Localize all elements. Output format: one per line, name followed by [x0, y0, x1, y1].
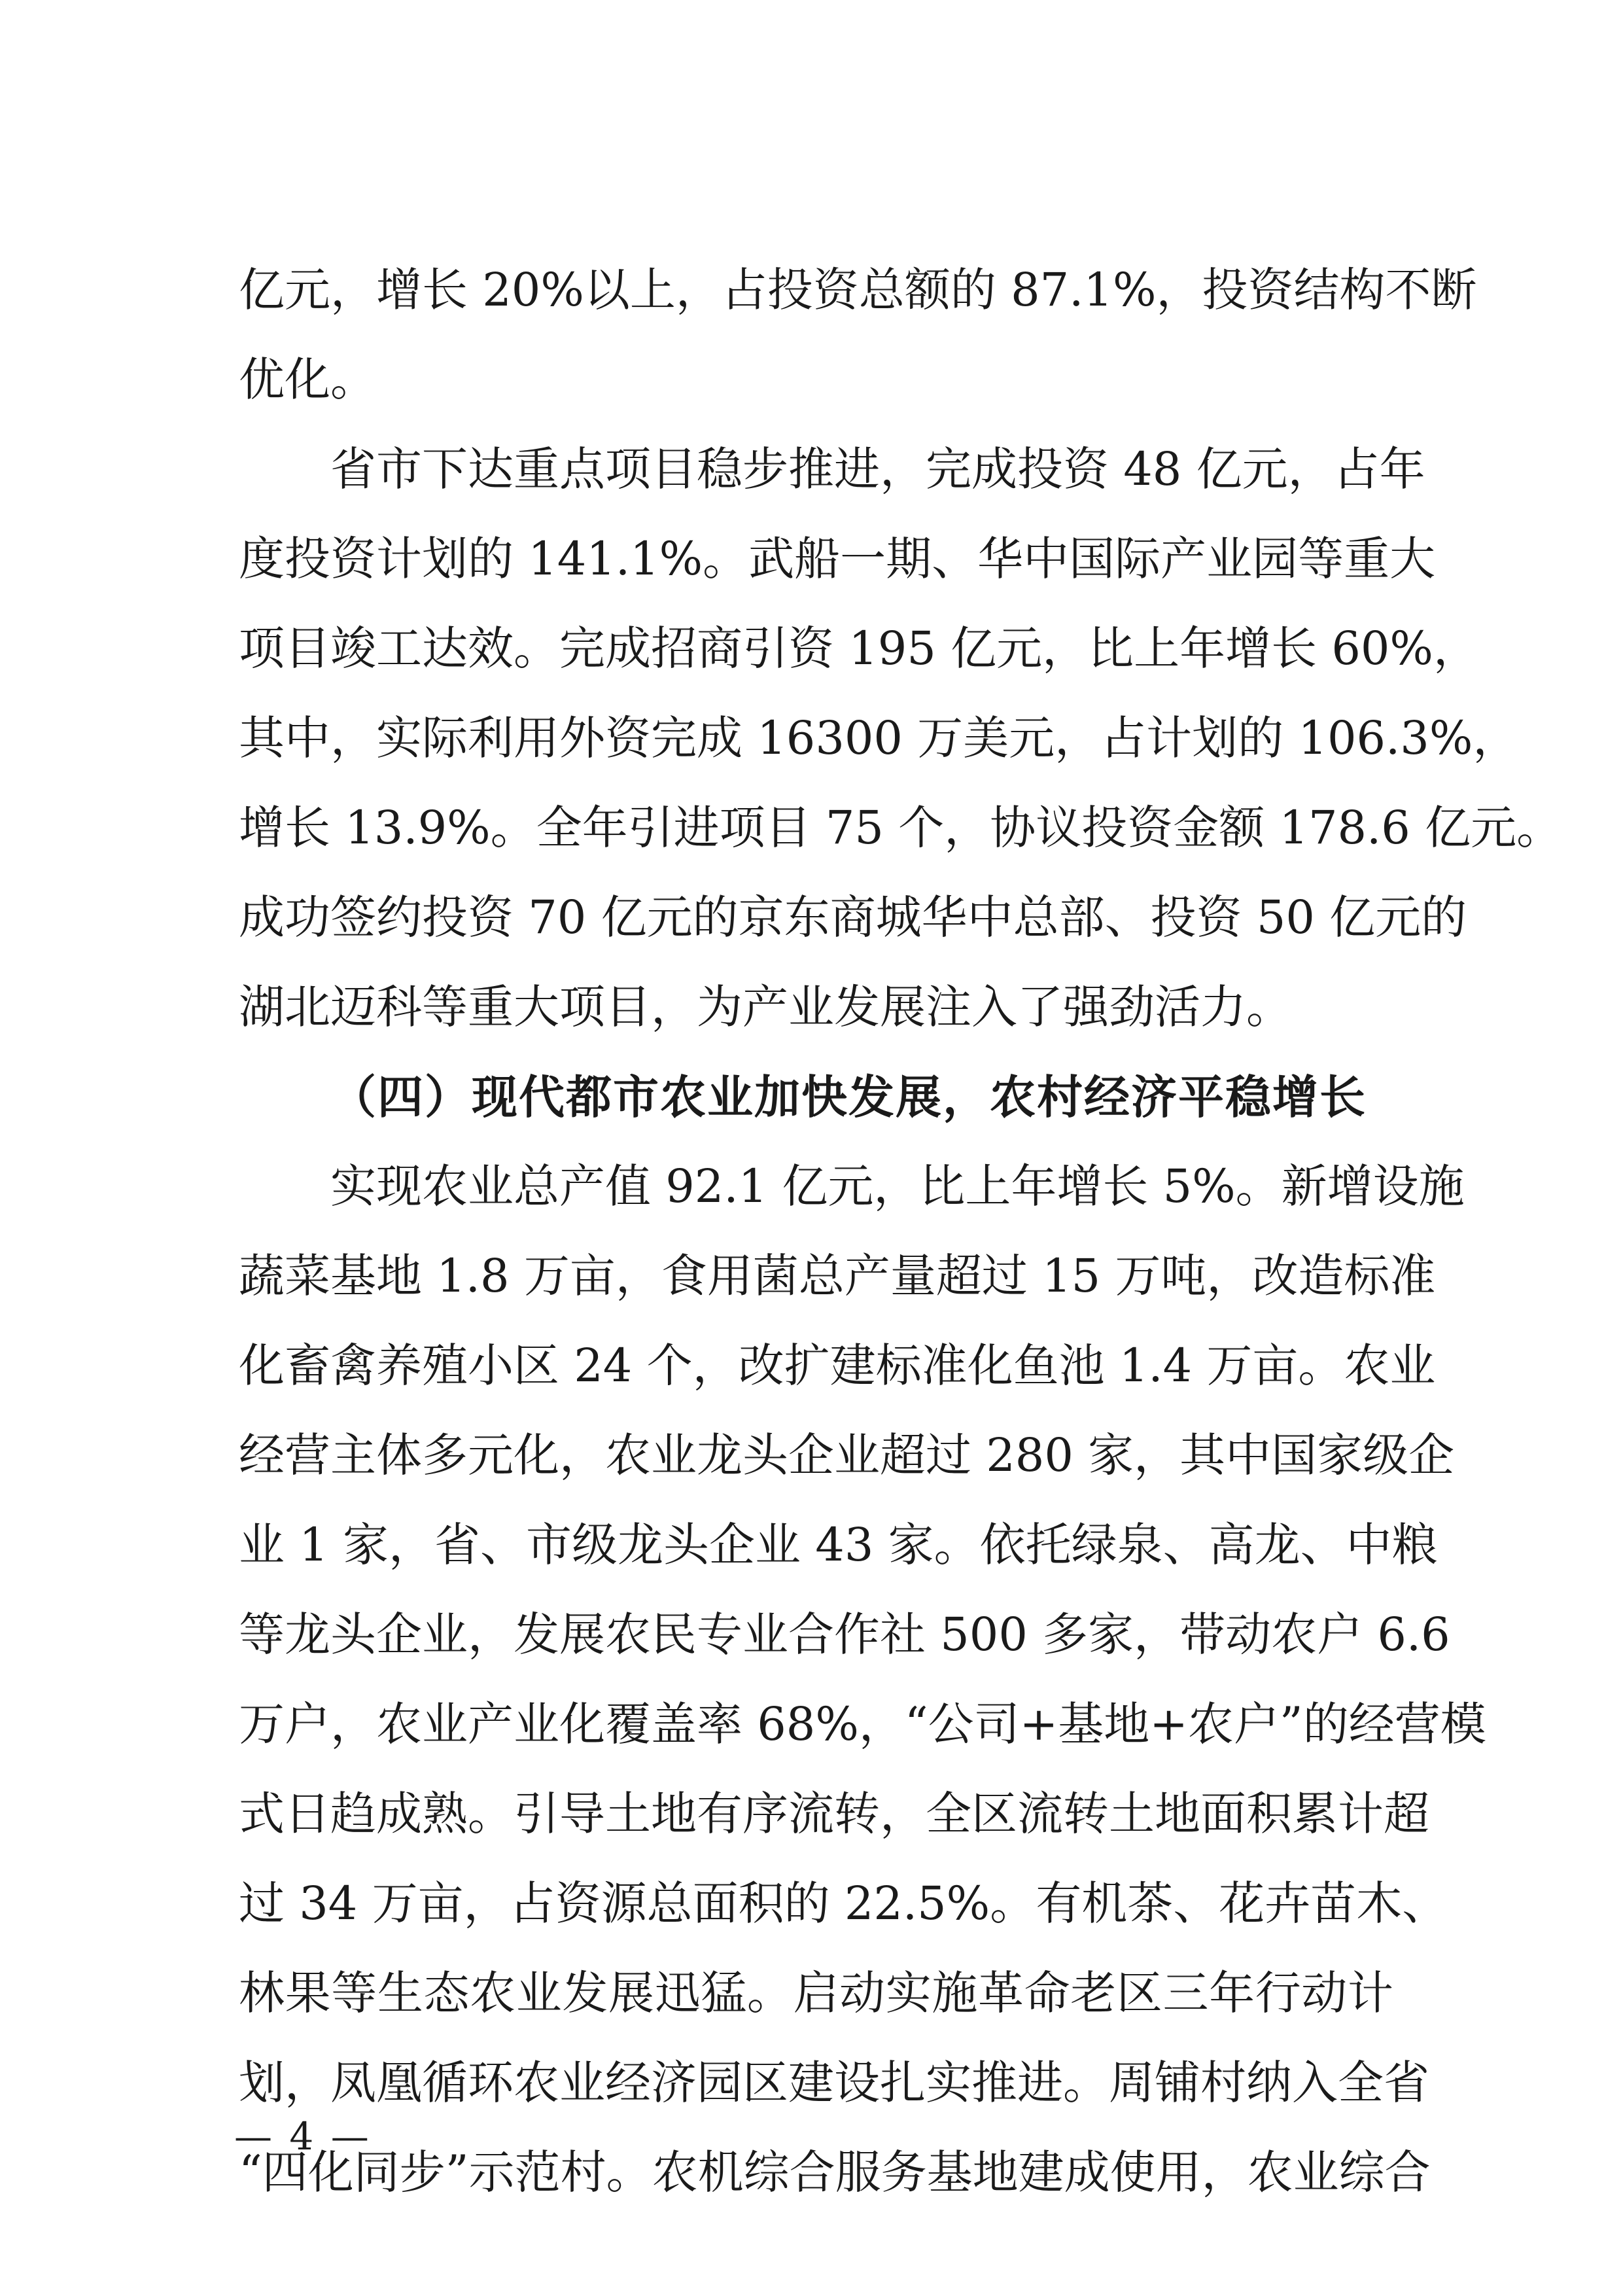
paragraph-2-line-4: 其中，实际利用外资完成 16300 万美元，占计划的 106.3%，	[239, 711, 1519, 765]
paragraph-3-line-12: “四化同步”示范村。农机综合服务基地建成使用，农业综合	[239, 2146, 1431, 2199]
paragraph-3-line-10: 林果等生态农业发展迅猛。启动实施革命老区三年行动计	[239, 1966, 1393, 2020]
paragraph-2-line-2: 度投资计划的 141.1%。武船一期、华中国际产业园等重大	[239, 532, 1436, 586]
paragraph-2-line-6: 成功签约投资 70 亿元的京东商城华中总部、投资 50 亿元的	[239, 891, 1467, 944]
paragraph-2-line-7: 湖北迈科等重大项目，为产业发展注入了强劲活力。	[239, 980, 1292, 1034]
paragraph-3-line-8: 式日趋成熟。引导土地有序流转，全区流转土地面积累计超	[239, 1787, 1429, 1841]
paragraph-3-line-7: 万户，农业产业化覆盖率 68%，“公司+基地+农户”的经营模	[239, 1697, 1486, 1751]
paragraph-3-line-9: 过 34 万亩，占资源总面积的 22.5%。有机茶、花卉苗木、	[239, 1877, 1448, 1930]
paragraph-3-line-11: 划，凤凰循环农业经济园区建设扎实推进。周铺村纳入全省	[239, 2056, 1429, 2110]
page-number: — 4 —	[234, 2114, 372, 2159]
paragraph-3-line-2: 蔬菜基地 1.8 万亩，食用菌总产量超过 15 万吨，改造标准	[239, 1249, 1436, 1303]
paragraph-1-line-1: 亿元，增长 20%以上，占投资总额的 87.1%，投资结构不断	[239, 263, 1477, 317]
section-heading: （四）现代都市农业加快发展，农村经济平稳增长	[330, 1070, 1367, 1124]
paragraph-3-line-5: 业 1 家，省、市级龙头企业 43 家。依托绿泉、高龙、中粮	[239, 1518, 1438, 1572]
paragraph-2-line-1: 省市下达重点项目稳步推进，完成投资 48 亿元，占年	[330, 442, 1425, 496]
paragraph-1-line-2: 优化。	[239, 353, 376, 406]
paragraph-3-line-4: 经营主体多元化，农业龙头企业超过 280 家，其中国家级企	[239, 1428, 1455, 1482]
body-text	[239, 245, 1563, 2217]
paragraph-3-line-1: 实现农业总产值 92.1 亿元，比上年增长 5%。新增设施	[330, 1159, 1465, 1213]
paragraph-2-line-5: 增长 13.9%。全年引进项目 75 个，协议投资金额 178.6 亿元。	[239, 801, 1563, 855]
paragraph-3-line-6: 等龙头企业，发展农民专业合作社 500 多家，带动农户 6.6	[239, 1608, 1450, 1661]
paragraph-2-line-3: 项目竣工达效。完成招商引资 195 亿元，比上年增长 60%，	[239, 622, 1479, 675]
paragraph-3-line-3: 化畜禽养殖小区 24 个，改扩建标准化鱼池 1.4 万亩。农业	[239, 1339, 1436, 1392]
